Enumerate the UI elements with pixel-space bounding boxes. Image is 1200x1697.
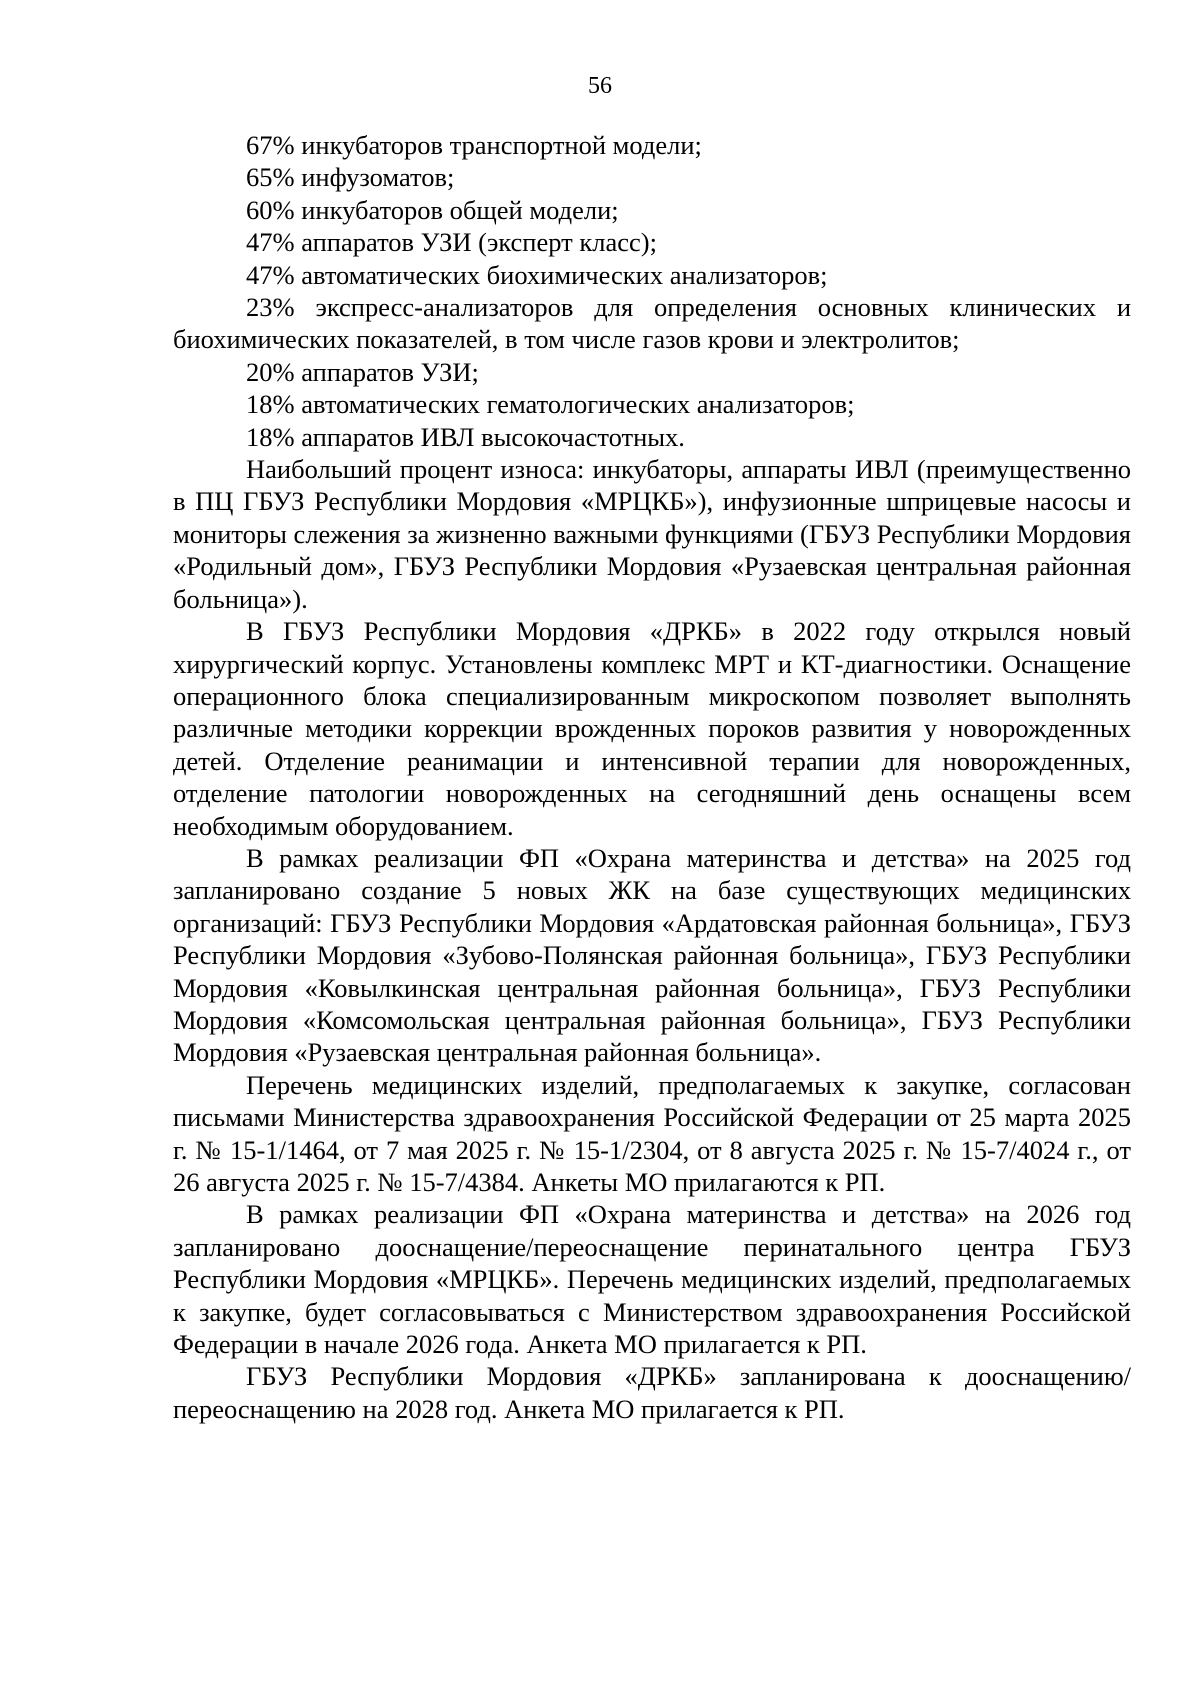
equipment-list-item: 67% инкубаторов транспортной модели; [246,130,702,160]
paragraph-2026-plan: В рамках реализации ФП «Охрана материнства и детства» на 2026 год запланировано дооснащение/переоснащение перинатального центра ГБУЗ Республики Мордовия «МРЦКБ». Перечень медицинских изделий, предполагаемых к закупке, будет согласовываться с Министерством здравоохранения Российской Федерации в начале 2026 года. Анкета МО прилагается к РП. [173,1199,1131,1360]
paragraph-equipment-approval: Перечень медицинских изделий, предполагаемых к закупке, согласован письмами Министерства здравоохранения Российской Федерации от 25 марта 2025 г. № 15-1/1464, от 7 мая 2025 г. № 15-1/2304, от 8 августа 2025 г. № 15-7/4024 г., от 26 августа 2025 г. № 15-7/4384. Анкеты МО прилагаются к РП. [173,1069,1131,1197]
equipment-list-item: 47% автоматических биохимических анализаторов; [246,259,828,290]
equipment-list-item: 20% аппаратов УЗИ; [246,356,479,387]
equipment-list-item: 47% аппаратов УЗИ (эксперт класс); [246,227,657,258]
equipment-list-item: 60% инкубаторов общей модели; [246,194,619,225]
paragraph-drkb-surgical-building: В ГБУЗ Республики Мордовия «ДРКБ» в 2022 году открылся новый хирургический корпус. Установлены комплекс МРТ и КТ-диагностики. Оснащение операционного блока специализированным микроскопом позволяет выполнять различные методики коррекции врожденных пороков развития у новорожденных детей. Отделение реанимации и интенсивной терапии для новорожденных, отделение патологии новорожденных на сегодняшний день оснащены всем необходимым оборудованием. [173,616,1131,841]
equipment-list-item: 18% автоматических гематологических анализаторов; [246,389,855,420]
equipment-list-item: 65% инфузоматов; [246,162,455,193]
paragraph-wear-percentage: Наибольший процент износа: инкубаторы, аппараты ИВЛ (преимущественно в ПЦ ГБУЗ Республики Мордовия «МРЦКБ»), инфузионные шприцевые насосы и мониторы слежения за жизненно важными функциями (ГБУЗ Республики Мордовия «Родильный дом», ГБУЗ Республики Мордовия «Рузаевская центральная районная больница»). [173,454,1131,614]
equipment-list-item: 23% экспресс-анализаторов для определения основных клинических и биохимических показателей, в том числе газов крови и электролитов; [173,292,1131,355]
paragraph-2025-plan: В рамках реализации ФП «Охрана материнства и детства» на 2025 год запланировано создание 5 новых ЖК на базе существующих медицинских организаций: ГБУЗ Республики Мордовия «Ардатовская районная больница», ГБУЗ Республики Мордовия «Зубово-Полянская районная больница», ГБУЗ Республики Мордовия «Ковылкинская центральная районная больница», ГБУЗ Республики Мордовия «Комсомольская центральная районная больница», ГБУЗ Республики Мордовия «Рузаевская центральная районная больница». [173,842,1131,1068]
equipment-list-item: 18% аппаратов ИВЛ высокочастотных. [246,421,685,452]
document-body [173,129,1131,1425]
page-number: 56 [588,73,612,99]
paragraph-2028-plan: ГБУЗ Республики Мордовия «ДРКБ» запланирована к дооснащению/переоснащению на 2028 год. Анкета МО прилагается к РП. [173,1361,1131,1424]
